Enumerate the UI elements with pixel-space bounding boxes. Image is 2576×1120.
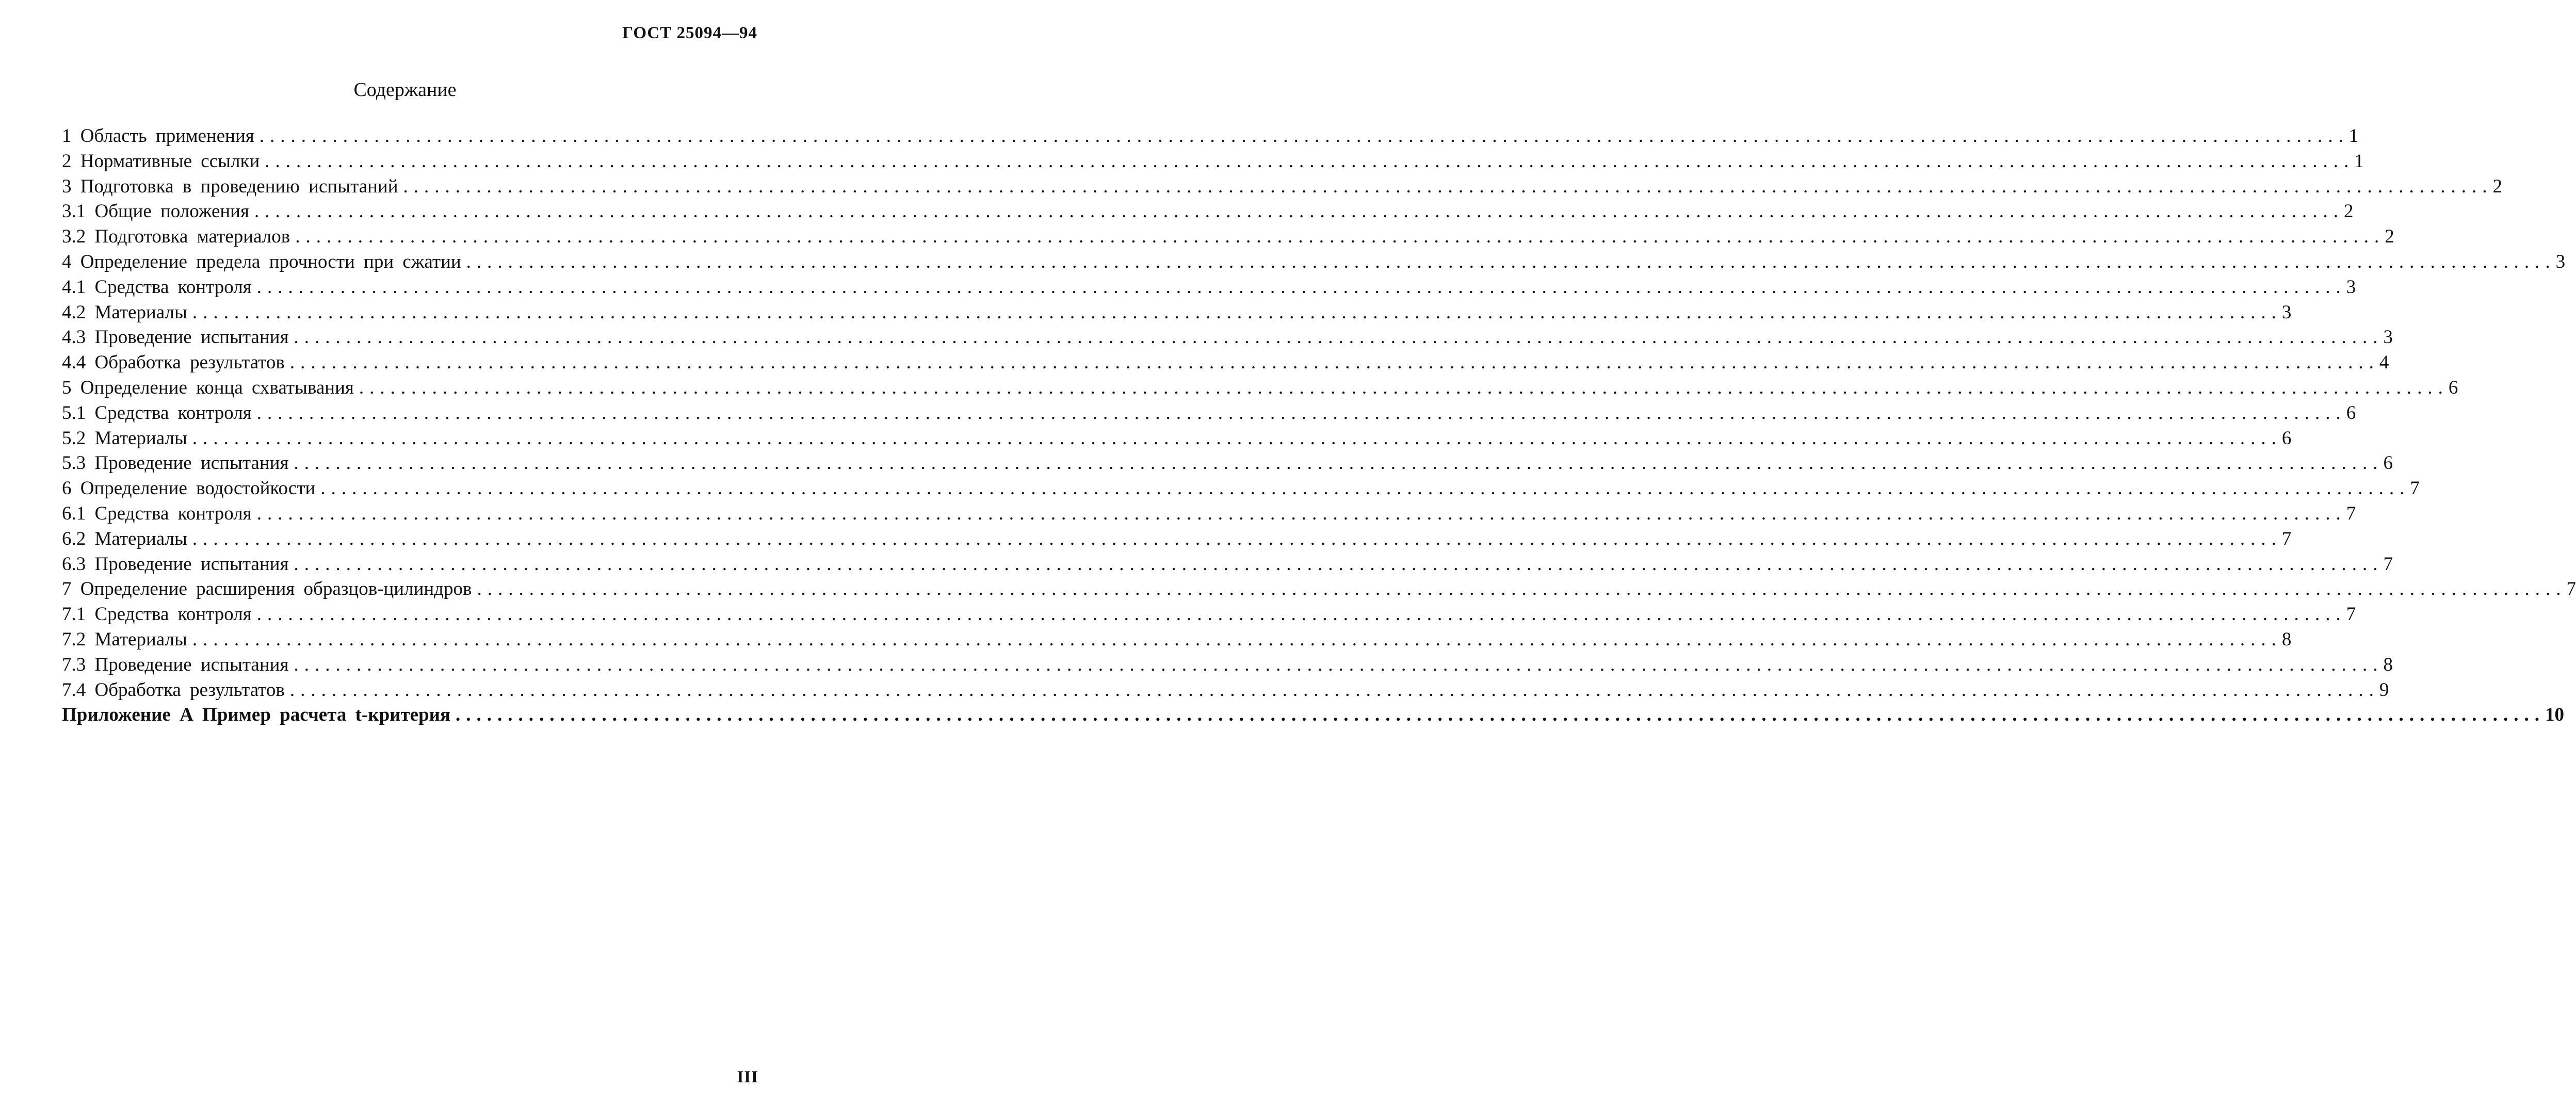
toc-entry [62,427,2292,452]
toc-entry-page: 8 [2383,654,2393,675]
toc-entry-label: 5 Определение конца схватывания [62,377,354,398]
toc-dot-leader: ........................................................................................................................................................................................................ [294,452,2384,474]
toc-entry-page: 7 [2383,553,2393,575]
toc-entry-page: 7 [2281,528,2292,549]
toc-entry-page: 10 [2545,704,2564,726]
toc-entry-label: Приложение А Пример расчета t-критерия [62,704,450,726]
toc-entry [62,704,2564,729]
toc-dot-leader: ........................................................................................................................................................................................................ [265,150,2355,172]
toc-entry-page: 3 [2383,327,2393,348]
toc-entry-label: 4.1 Средства контроля [62,276,252,298]
toc-dot-leader: ........................................................................................................................................................................................................ [192,427,2282,449]
toc-entry [62,402,2356,427]
document-code: ГОСТ 25094—94 [622,24,757,42]
toc-entry-label: 6.2 Материалы [62,528,187,549]
toc-entry [62,150,2364,175]
toc-entry-page: 7 [2410,478,2420,499]
toc-entry-page: 2 [2343,201,2354,222]
toc-entry-label: 7.4 Обработка результатов [62,679,285,701]
toc-entry [62,351,2389,377]
toc-title: Содержание [353,79,457,101]
toc-entry-page: 6 [2346,402,2356,424]
toc-entry-label: 6.3 Проведение испытания [62,553,289,575]
toc-entry-page: 1 [2354,150,2364,172]
toc-entry-page: 1 [2348,125,2359,147]
toc-dot-leader: ........................................................................................................................................................................................................ [295,226,2385,248]
toc-entry-label: 3.2 Подготовка материалов [62,226,290,248]
toc-dot-leader: ........................................................................................................................................................................................................ [256,402,2346,424]
toc-entry-label: 7.3 Проведение испытания [62,654,289,675]
toc-dot-leader: ........................................................................................................................................................................................................ [192,301,2282,323]
toc-entry-page: 2 [2492,175,2503,197]
toc-entry [62,225,2394,251]
toc-entry-page: 7 [2346,604,2356,625]
toc-entry-page: 9 [2379,679,2389,701]
toc-entry-page: 8 [2281,628,2292,650]
toc-dot-leader: ........................................................................................................................................................................................................ [259,125,2349,147]
toc-entry [62,477,2420,502]
toc-dot-leader: ........................................................................................................................................................................................................ [359,377,2449,398]
toc-entry-label: 4.2 Материалы [62,301,187,323]
toc-entry-label: 7.1 Средства контроля [62,604,252,625]
toc-dot-leader: ........................................................................................................................................................................................................ [477,578,2567,600]
toc-entry-label: 3.1 Общие положения [62,201,249,222]
toc-entry-label: 6.1 Средства контроля [62,502,252,524]
toc-entry-page: 3 [2555,251,2566,272]
toc-dot-leader: ........................................................................................................................................................................................................ [320,478,2410,499]
toc-entry-label: 1 Область применения [62,125,254,147]
toc-entry-page: 6 [2281,427,2292,449]
toc-dot-leader: ........................................................................................................................................................................................................ [294,553,2384,575]
toc-entry [62,326,2393,351]
toc-dot-leader: ........................................................................................................................................................................................................ [192,528,2282,549]
toc-entry [62,679,2389,704]
toc-entry-label: 2 Нормативные ссылки [62,150,260,172]
toc-entry [62,200,2354,225]
toc-dot-leader: ........................................................................................................................................................................................................ [256,604,2346,625]
toc-entry [62,377,2458,402]
toc-entry-label: 5.1 Средства контроля [62,402,252,424]
toc-entry [62,578,2576,603]
toc-entry-page: 4 [2379,352,2389,374]
toc-entry-label: 5.3 Проведение испытания [62,452,289,474]
toc-dot-leader: ........................................................................................................................................................................................................ [294,654,2384,675]
toc-dot-leader: ........................................................................................................................................................................................................ [256,502,2346,524]
toc-entry [62,628,2292,654]
toc-entry-label: 7.2 Материалы [62,628,187,650]
toc-entry [62,175,2503,201]
toc-entry-label: 6 Определение водостойкости [62,478,316,499]
toc-dot-leader: ........................................................................................................................................................................................................ [289,679,2379,701]
toc-dot-leader: ........................................................................................................................................................................................................ [294,327,2384,348]
toc-dot-leader: ........................................................................................................................................................................................................ [455,704,2545,726]
toc-entry [62,452,2393,477]
toc-entry-label: 4.4 Обработка результатов [62,352,285,374]
toc-dot-leader: ........................................................................................................................................................................................................ [466,251,2556,272]
toc-dot-leader: ........................................................................................................................................................................................................ [254,201,2344,222]
toc-entry-page: 6 [2383,452,2393,474]
toc-entry-label: 7 Определение расширения образцов-цилиндров [62,578,472,600]
toc-entry [62,301,2292,327]
toc-entry-label: 5.2 Материалы [62,427,187,449]
toc-entry-label: 3 Подготовка в проведению испытаний [62,175,398,197]
toc-entry [62,603,2356,628]
toc-entry [62,654,2393,679]
toc-entry [62,502,2356,528]
toc-dot-leader: ........................................................................................................................................................................................................ [403,175,2493,197]
toc-entry-page: 7 [2346,502,2356,524]
table-of-contents [62,125,2576,729]
toc-entry-page: 2 [2385,226,2394,248]
toc-entry-page: 3 [2346,276,2356,298]
toc-entry [62,251,2566,276]
toc-dot-leader: ........................................................................................................................................................................................................ [192,628,2282,650]
toc-entry [62,528,2292,553]
toc-entry-page: 6 [2448,377,2458,398]
page-number: III [737,1068,758,1086]
toc-entry-label: 4 Определение предела прочности при сжатии [62,251,461,272]
toc-dot-leader: ........................................................................................................................................................................................................ [256,276,2346,298]
toc-entry-page: 3 [2281,301,2292,323]
toc-entry-page: 7 [2566,578,2576,600]
toc-entry-label: 4.3 Проведение испытания [62,327,289,348]
toc-entry [62,125,2359,150]
toc-entry [62,276,2356,301]
toc-dot-leader: ........................................................................................................................................................................................................ [289,352,2379,374]
toc-entry [62,553,2393,578]
